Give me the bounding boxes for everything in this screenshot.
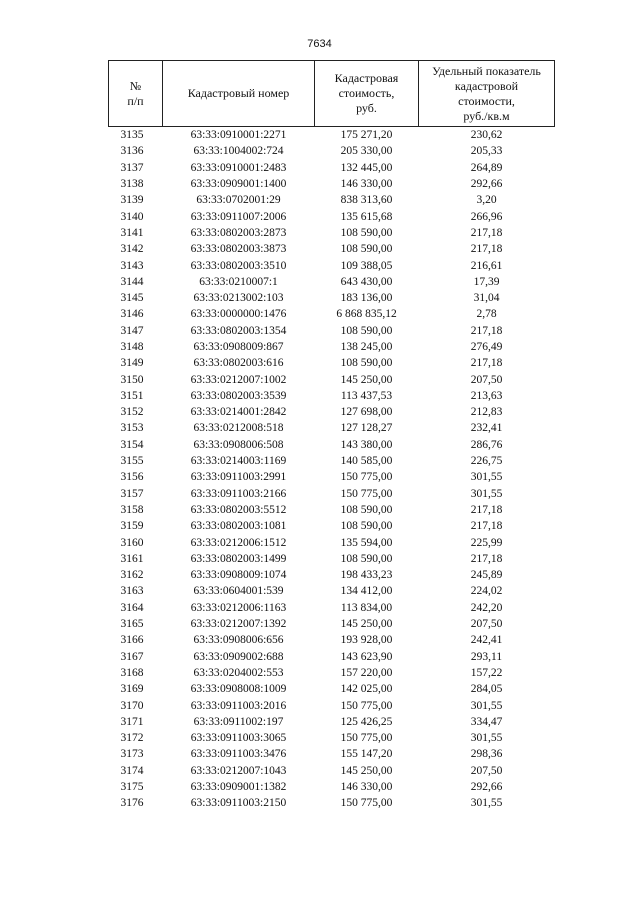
cadastral-number-cell: 63:33:0802003:5512 — [190, 503, 287, 516]
specific-value-cell: 217,18 — [470, 324, 503, 337]
table-row — [109, 127, 555, 144]
specific-value-cell: 207,50 — [470, 618, 503, 631]
specific-value-cell: 31,04 — [473, 292, 500, 305]
table-header — [109, 61, 555, 127]
cadastral-number-cell: 63:33:0911003:2991 — [190, 471, 287, 484]
row-number-cell: 3137 — [120, 161, 144, 174]
cadastral-number-cell: 63:33:0911003:3065 — [190, 732, 287, 745]
specific-value-cell: 213,63 — [470, 389, 503, 402]
cadastral-number-cell: 63:33:0802003:1081 — [190, 520, 287, 533]
table-row — [109, 323, 555, 339]
row-number-cell: 3152 — [120, 406, 144, 419]
specific-value-cell: 212,83 — [470, 406, 503, 419]
specific-value-cell: 284,05 — [470, 683, 503, 696]
specific-value-cell: 301,55 — [470, 471, 503, 484]
cadastral-number-cell: 63:33:0908006:656 — [193, 634, 284, 647]
table-row — [109, 714, 555, 730]
cadastral-value-cell: 150 775,00 — [340, 699, 393, 712]
row-number-cell: 3166 — [120, 634, 144, 647]
table-row — [109, 437, 555, 453]
specific-value-cell: 301,55 — [470, 732, 503, 745]
specific-value-cell: 224,02 — [470, 585, 503, 598]
row-number-cell: 3167 — [120, 650, 144, 663]
row-number-cell: 3176 — [120, 797, 144, 810]
specific-value-cell: 242,41 — [470, 634, 503, 647]
cadastral-value-cell: 146 330,00 — [340, 178, 393, 191]
cadastral-number-cell: 63:33:0214001:2842 — [190, 406, 287, 419]
cadastral-value-cell: 113 437,53 — [340, 389, 393, 402]
header-cadastral-number: Кадастровый номер — [163, 61, 315, 127]
cadastral-value-cell: 183 136,00 — [340, 292, 393, 305]
table-row — [109, 420, 555, 436]
specific-value-cell: 292,66 — [470, 781, 503, 794]
table-row — [109, 241, 555, 257]
table-row — [109, 225, 555, 241]
cadastral-value-cell: 135 594,00 — [340, 536, 393, 549]
cadastral-value-cell: 108 590,00 — [340, 324, 393, 337]
cadastral-number-cell: 63:33:0911002:197 — [193, 715, 284, 728]
row-number-cell: 3143 — [120, 259, 144, 272]
specific-value-cell: 217,18 — [470, 243, 503, 256]
row-number-cell: 3135 — [120, 129, 144, 142]
row-number-cell: 3141 — [120, 226, 144, 239]
table-row — [109, 176, 555, 192]
specific-value-cell: 293,11 — [470, 650, 503, 663]
table-row — [109, 371, 555, 387]
cadastral-number-cell: 63:33:0802003:3873 — [190, 243, 287, 256]
cadastral-number-cell: 63:33:0802003:2873 — [190, 226, 287, 239]
specific-value-cell: 205,33 — [470, 145, 503, 158]
row-number-cell: 3140 — [120, 210, 144, 223]
cadastral-number-cell: 63:33:0214003:1169 — [190, 455, 287, 468]
table-row — [109, 306, 555, 322]
specific-value-cell: 298,36 — [470, 748, 503, 761]
cadastral-value-cell: 150 775,00 — [340, 797, 393, 810]
cadastral-value-cell: 108 590,00 — [340, 357, 393, 370]
specific-value-cell: 286,76 — [470, 438, 503, 451]
row-number-cell: 3148 — [120, 341, 144, 353]
row-number-cell: 3162 — [120, 569, 144, 582]
cadastral-number-cell: 63:33:0212006:1512 — [190, 536, 287, 549]
table-row — [109, 143, 555, 159]
cadastral-number-cell: 63:33:0213002:103 — [193, 292, 284, 305]
cadastral-value-cell: 146 330,00 — [340, 781, 393, 794]
row-number-cell: 3170 — [120, 699, 144, 712]
cadastral-value-cell: 198 433,23 — [340, 569, 393, 582]
cadastral-number-cell: 63:33:0212007:1043 — [190, 764, 287, 777]
cadastral-number-cell: 63:33:0212007:1002 — [190, 373, 287, 386]
cadastral-number-cell: 63:33:0908008:1009 — [190, 683, 287, 696]
table-row — [109, 486, 555, 502]
specific-value-cell: 217,18 — [470, 552, 503, 565]
cadastral-number-cell: 63:33:0911003:2016 — [190, 699, 287, 712]
specific-value-cell: 242,20 — [470, 601, 503, 614]
specific-value-cell: 157,22 — [470, 666, 503, 679]
cadastral-number-cell: 63:33:0911007:2006 — [190, 210, 287, 223]
cadastral-number-cell: 63:33:0910001:2483 — [190, 161, 287, 174]
row-number-cell: 3149 — [120, 357, 144, 370]
specific-value-cell: 264,89 — [470, 161, 503, 174]
cadastral-value-cell: 150 775,00 — [340, 471, 393, 484]
cadastral-value-cell: 108 590,00 — [340, 552, 393, 565]
row-number-cell: 3168 — [120, 666, 144, 679]
table-row — [109, 257, 555, 273]
specific-value-cell: 2,78 — [476, 308, 497, 321]
header-specific-value: Удельный показатель кадастровой стоимости, руб./кв.м — [419, 61, 555, 127]
table-row — [109, 502, 555, 518]
table-row — [109, 583, 555, 599]
specific-value-cell: 217,18 — [470, 503, 503, 516]
table-row — [109, 746, 555, 762]
header-row — [109, 61, 555, 127]
cadastral-number-cell: 63:33:0908006:508 — [193, 438, 284, 451]
table-row — [109, 339, 555, 355]
specific-value-cell: 217,18 — [470, 357, 503, 370]
cadastral-number-cell: 63:33:0212007:1392 — [190, 618, 287, 631]
table-row — [109, 665, 555, 681]
cadastral-value-cell: 113 834,00 — [340, 601, 393, 614]
specific-value-cell: 217,18 — [470, 226, 503, 239]
cadastral-number-cell: 63:33:0802003:3510 — [190, 259, 287, 272]
cadastral-value-cell: 143 380,00 — [340, 438, 393, 451]
cadastral-value-cell: 838 313,60 — [340, 194, 393, 207]
row-number-cell: 3171 — [120, 715, 144, 728]
table-row — [109, 779, 555, 795]
table-row — [109, 681, 555, 697]
cadastral-value-cell: 145 250,00 — [340, 373, 393, 386]
cadastral-value-cell: 108 590,00 — [340, 226, 393, 239]
row-number-cell: 3136 — [120, 145, 144, 158]
table-row — [109, 551, 555, 567]
specific-value-cell: 334,47 — [470, 715, 503, 728]
row-number-cell: 3144 — [120, 275, 144, 288]
row-number-cell: 3154 — [120, 438, 144, 451]
cadastral-number-cell: 63:33:0212008:518 — [193, 422, 284, 435]
cadastral-number-cell: 63:33:0908009:867 — [193, 341, 284, 353]
table-body — [109, 127, 555, 812]
table-row — [109, 208, 555, 224]
cadastral-value-table — [108, 60, 555, 811]
cadastral-value-cell: 643 430,00 — [340, 275, 393, 288]
cadastral-value-cell: 125 426,25 — [340, 715, 393, 728]
table-row — [109, 518, 555, 534]
cadastral-value-cell: 108 590,00 — [340, 520, 393, 533]
cadastral-number-cell: 63:33:0802003:3539 — [190, 389, 287, 402]
specific-value-cell: 216,61 — [470, 259, 503, 272]
specific-value-cell: 301,55 — [470, 487, 503, 500]
table-row — [109, 469, 555, 485]
cadastral-number-cell: 63:33:0212006:1163 — [190, 601, 287, 614]
specific-value-cell: 207,50 — [470, 373, 503, 386]
cadastral-number-cell: 63:33:0910001:2271 — [190, 129, 287, 142]
specific-value-cell: 266,96 — [470, 210, 503, 223]
cadastral-value-cell: 127 698,00 — [340, 406, 393, 419]
specific-value-cell: 245,89 — [470, 569, 503, 582]
table-row — [109, 404, 555, 420]
cadastral-value-cell: 134 412,00 — [340, 585, 393, 598]
row-number-cell: 3169 — [120, 683, 144, 696]
table-row — [109, 192, 555, 208]
row-number-cell: 3145 — [120, 292, 144, 305]
cadastral-number-cell: 63:33:0204002:553 — [193, 666, 284, 679]
cadastral-number-cell: 63:33:0802003:1499 — [190, 552, 287, 565]
row-number-cell: 3173 — [120, 748, 144, 761]
row-number-cell: 3158 — [120, 503, 144, 516]
table-row — [109, 600, 555, 616]
cadastral-value-cell: 145 250,00 — [340, 764, 393, 777]
specific-value-cell: 230,62 — [470, 129, 503, 142]
row-number-cell: 3161 — [120, 552, 144, 565]
row-number-cell: 3174 — [120, 764, 144, 777]
specific-value-cell: 225,99 — [470, 536, 503, 549]
cadastral-number-cell: 63:33:0911003:3476 — [190, 748, 287, 761]
cadastral-value-cell: 143 623,90 — [340, 650, 393, 663]
row-number-cell: 3155 — [120, 455, 144, 468]
cadastral-number-cell: 63:33:0604001:539 — [193, 585, 284, 598]
cadastral-number-cell: 63:33:1004002:724 — [193, 145, 284, 158]
specific-value-cell: 232,41 — [470, 422, 503, 435]
row-number-cell: 3151 — [120, 389, 144, 402]
cadastral-value-cell: 135 615,68 — [340, 210, 393, 223]
row-number-cell: 3159 — [120, 520, 144, 533]
specific-value-cell: 226,75 — [470, 455, 503, 468]
cadastral-number-cell: 63:33:0911003:2166 — [190, 487, 287, 500]
row-number-cell: 3150 — [120, 373, 144, 386]
table-row — [109, 274, 555, 290]
cadastral-value-cell: 108 590,00 — [340, 243, 393, 256]
table-row — [109, 616, 555, 632]
header-cadastral-value: Кадастровая стоимость, руб. — [315, 61, 419, 127]
specific-value-cell: 217,18 — [470, 520, 503, 533]
table-row — [109, 763, 555, 779]
table-row — [109, 453, 555, 469]
row-number-cell: 3165 — [120, 618, 144, 631]
row-number-cell: 3138 — [120, 178, 144, 191]
specific-value-cell: 301,55 — [470, 699, 503, 712]
cadastral-value-cell: 155 147,20 — [340, 748, 393, 761]
cadastral-value-cell: 157 220,00 — [340, 666, 393, 679]
table-row — [109, 160, 555, 176]
row-number-cell: 3175 — [120, 781, 144, 794]
cadastral-value-cell: 109 388,05 — [340, 259, 393, 272]
row-number-cell: 3142 — [120, 243, 144, 256]
cadastral-value-cell: 150 775,00 — [340, 487, 393, 500]
row-number-cell: 3156 — [120, 471, 144, 484]
page-number: 7634 — [307, 38, 332, 50]
cadastral-value-cell: 205 330,00 — [340, 145, 393, 158]
row-number-cell: 3153 — [120, 422, 144, 435]
table-row — [109, 388, 555, 404]
specific-value-cell: 3,20 — [476, 194, 497, 207]
row-number-cell: 3172 — [120, 732, 144, 745]
cadastral-number-cell: 63:33:0210007:1 — [199, 275, 278, 288]
cadastral-value-cell: 138 245,00 — [340, 341, 393, 353]
row-number-cell: 3147 — [120, 324, 144, 337]
specific-value-cell: 276,49 — [470, 341, 503, 353]
specific-value-cell: 207,50 — [470, 764, 503, 777]
cadastral-value-cell: 193 928,00 — [340, 634, 393, 647]
cadastral-number-cell: 63:33:0909001:1400 — [190, 178, 287, 191]
specific-value-cell: 17,39 — [473, 275, 500, 288]
cadastral-number-cell: 63:33:0802003:1354 — [190, 324, 287, 337]
cadastral-value-cell: 6 868 835,12 — [336, 308, 397, 321]
row-number-cell: 3163 — [120, 585, 144, 598]
cadastral-number-cell: 63:33:0911003:2150 — [190, 797, 287, 810]
cadastral-number-cell: 63:33:0909001:1382 — [190, 781, 287, 794]
table-row — [109, 697, 555, 713]
row-number-cell: 3160 — [120, 536, 144, 549]
table-row — [109, 534, 555, 550]
table-row — [109, 649, 555, 665]
cadastral-value-cell: 132 445,00 — [340, 161, 393, 174]
header-row-number: № п/п — [109, 61, 163, 127]
cadastral-number-cell: 63:33:0802003:616 — [193, 357, 284, 370]
cadastral-value-cell: 175 271,20 — [340, 129, 393, 142]
table-row — [109, 632, 555, 648]
row-number-cell: 3146 — [120, 308, 144, 321]
cadastral-number-cell: 63:33:0702001:29 — [196, 194, 281, 207]
row-number-cell: 3157 — [120, 487, 144, 500]
table-row — [109, 355, 555, 371]
cadastral-number-cell: 63:33:0908009:1074 — [190, 569, 287, 582]
cadastral-value-cell: 127 128,27 — [340, 422, 393, 435]
cadastral-value-cell: 140 585,00 — [340, 455, 393, 468]
row-number-cell: 3139 — [120, 194, 144, 207]
specific-value-cell: 301,55 — [470, 797, 503, 810]
row-number-cell: 3164 — [120, 601, 144, 614]
table-row — [109, 290, 555, 306]
cadastral-value-cell: 142 025,00 — [340, 683, 393, 696]
cadastral-number-cell: 63:33:0000000:1476 — [190, 308, 287, 321]
specific-value-cell: 292,66 — [470, 178, 503, 191]
cadastral-number-cell: 63:33:0909002:688 — [193, 650, 284, 663]
table-row — [109, 567, 555, 583]
cadastral-value-cell: 145 250,00 — [340, 618, 393, 631]
table-row — [109, 730, 555, 746]
table-row — [109, 795, 555, 811]
cadastral-value-cell: 108 590,00 — [340, 503, 393, 516]
cadastral-value-cell: 150 775,00 — [340, 732, 393, 745]
